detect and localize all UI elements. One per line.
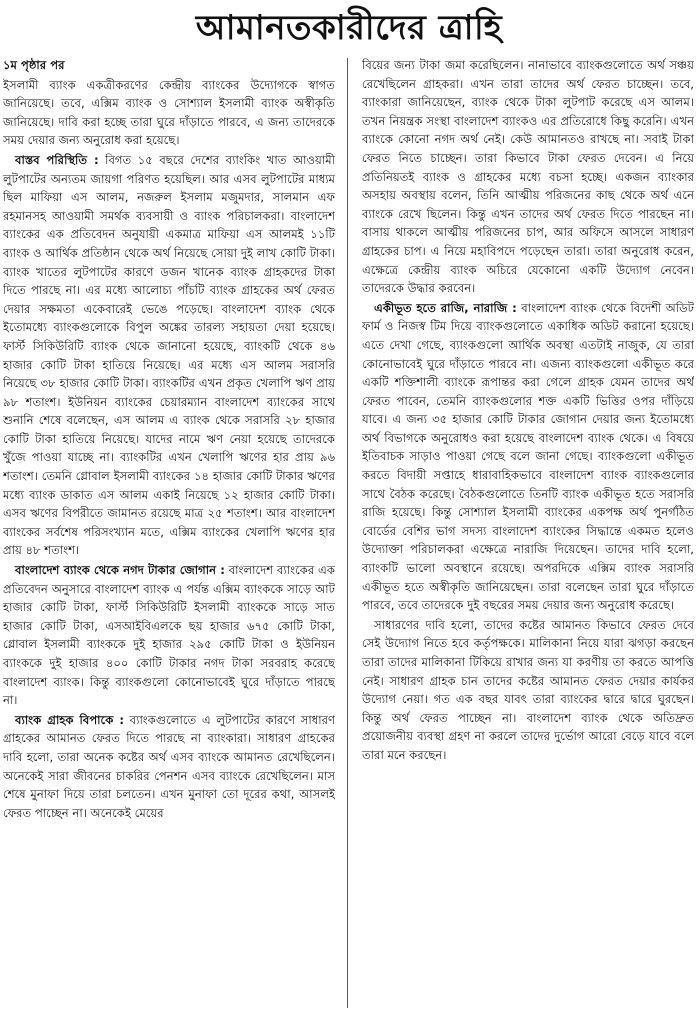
paragraph [3, 561, 335, 710]
paragraph [362, 299, 694, 615]
paragraph-text: সাধারণের দাবি হলো, তাদের কষ্টের আমানত কিভাবে ফেরত দেবে সেই উদ্যোগ নিতে হবে কর্তৃপক্ষকে। মালিকানা নিয়ে যারা ঝগড়া করছেন তারা তাদের মালিকানা টিকিয়ে রাখার জন্য যা করণীয় তা করতে আপত্তি নেই। সাধারণ গ্রাহক চান তাদের কষ্টের আমানত ফেরত দেয়ার কার্যকর উদ্যোগ নেয়া। গত এক বছর যাবৎ তারা ব্যাংকের দ্বারে দ্বারে ঘুরছেন। কিন্তু অর্থ ফেরত পাচ্ছেন না। বাংলাদেশ ব্যাংক থেকে অতিদ্রুত প্রয়োজনীয় ব্যবস্থা গ্রহণ না করলে তাদের দুর্ভোগ আরো বেড়ে যাবে বলে তারা মনে করছেন। [362, 617, 694, 762]
paragraph [3, 151, 335, 560]
subheading: বাস্তব পরিস্থিতি : [15, 152, 99, 167]
paragraph [3, 711, 335, 823]
page-reference [3, 56, 335, 75]
paragraph-text: ইসলামী ব্যাংক একত্রীকরণের কেন্দ্রীয় ব্যাংকের উদ্যোগকে স্বাগত জানিয়েছে। তবে, এক্সিম ব্যাংক ও সোশ্যাল ইসলামী ব্যাংক অস্বীকৃতি জানিয়েছে। দাবি করা হচ্ছে তারা ঘুরে দাঁড়াতে পারবে, এ জন্য তাদেরকে সময় দেয়ার জন্য অনুরোধ করা হয়েছে। [3, 77, 335, 148]
headline: আমানতকারীদের ত্রাহি [195, 8, 503, 48]
paragraph-text: বিগত ১৫ বছরে দেশের ব্যাংকিং খাত আওয়ামী লুটপাটের অন্যতম জায়গা পরিণত হয়েছিল। আর এসব লুটপাটের মাধ্যম ছিল মাফিয়া এস আলম, নজরুল ইসলাম মজুমদার, সালমান এফ রহমানসহ আওয়ামী সমর্থক ব্যবসায়ী ও ব্যাংক পরিচালকরা। বাংলাদেশ ব্যাংকের এক প্রতিবেদন অনুযায়ী একমাত্র মাফিয়া এস আলমই ১১টি ব্যাংক ও আর্থিক প্রতিষ্ঠান থেকে অর্থ নিয়েছে সোয়া দুই লাখ কোটি টাকা। ব্যাংক খাতের লুটপাটের কারণে ডজন খানেক ব্যাংক গ্রাহকদের টাকা দিতে পারছে না। এর মধ্যে আলোচ্য পাঁচটি ব্যাংক গ্রাহকের অর্থ ফেরত দেয়ার সক্ষমতা একেবারেই ভেঙে পড়েছে। বাংলাদেশ ব্যাংক থেকে ইতোমধ্যে ব্যাংকগুলোকে বিপুল অঙ্কের তারল্য সহায়তা দেয়া হয়েছে। ফার্স্ট সিকিউরিটি ব্যাংক থেকে জানানো হয়েছে, ব্যাংকটি থেকে ৪৬ হাজার কোটি টাকা হাতিয়ে নিয়েছে। এর মধ্যে এস আলম সরাসরি নিয়েছে ৩৮ হাজার কোটি টাকা। ব্যাংকটির এখন প্রকৃত খেলাপি ঋণ প্রায় ৯৮ শতাংশ। ইউনিয়ন ব্যাংকের চেয়ারম্যান বাংলাদেশ ব্যাংকের সাথে শুনানি শেষে বলেছেন, এস আলম এ ব্যাংক থেকে সরাসরি ২৮ হাজার কোটি টাকা হাতিয়ে নিয়েছে। যাদের নামে ঋণ নেয়া হয়েছে তাদেরকে খুঁজে পাওয়া যাচ্ছে না। ব্যাংকটির এখন খেলাপি ঋণের হার প্রায় ৯৬ শতাংশ। তেমনি গ্লোবাল ইসলামী ব্যাংকের ১৪ হাজার কোটি টাকার ঋণের মধ্যে ব্যাংক ডাকাত এস আলম একাই নিয়েছে ১২ হাজার কোটি টাকা। এসব ঋণের বিপরীতে জামানত রয়েছে মাত্র ২৫ শতাংশ। আর বাংলাদেশ ব্যাংকের সর্বশেষ পরিসংখ্যান মতে, এক্সিম ব্যাংকের খেলাপি ঋণের হার প্রায় ৪৮ শতাংশ। [3, 152, 335, 558]
paragraph-text: বাংলাদেশ ব্যাংক থেকে বিদেশী অডিট ফার্ম ও নিজস্ব টিম দিয়ে ব্যাংকগুলোতে একাধিক অডিট করানো হয়েছে। এতে দেখা গেছে, ব্যাংকগুলো আর্থিক অবস্থা এতটাই নাজুক, যে তারা কোনোভাবেই ঘুরে দাঁড়াতে পারবে না। এজন্য ব্যাংকগুলো একীভূত করে একটি শক্তিশালী ব্যাংকে রূপান্তর করা গেলে গ্রাহক যেমন তাদের অর্থ ফেরত পাবেন, তেমনি ব্যাংকগুলোর শক্ত একটি ভিত্তির ওপর দাঁড়িয়ে যাবে। এ জন্য ৩৫ হাজার কোটি টাকার জোগান দেয়ার জন্য ইতোমধ্যে অর্থ বিভাগকে অনুরোধও করা হয়েছে বাংলাদেশ ব্যাংক থেকে। এ বিষয়ে ইতিবাচক সাড়াও পাওয়া গেছে বলে জানা গেছে। ব্যাংকগুলো একীভূত করতে বিদায়ী সপ্তাহে ধারাবাহিকভাবে বাংলাদেশ ব্যাংক ব্যাংকগুলোর সাথে বৈঠক করেছে। বৈঠকগুলোতে তিনটি ব্যাংক একীভূত হতে সরাসরি রাজি হয়েছে। কিন্তু সোশ্যাল ইসলামী ব্যাংকের একপক্ষ অর্থ পুনর্গঠিত বোর্ডের বেশির ভাগ সদস্য বাংলাদেশ ব্যাংকের সিদ্ধান্তে একমত হলেও উদ্যোক্তা পরিচালকরা এক্ষেত্রে নারাজি দিয়েছেন। তাদের দাবি হলো, ব্যাংকটি ভালো অবস্থানে রয়েছে। অপরদিকে এক্সিম ব্যাংক সরাসরি একীভূত হতে অস্বীকৃতি জানিয়েছেন। তারা বলেছেন তারা ঘুরে দাঁড়াতে পারবে, তবে তাদেরকে দুই বছরের সময় দেয়ার জন্য অনুরোধ করেছে। [362, 300, 694, 613]
subheading: ব্যাংক গ্রাহক বিপাকে : [15, 712, 124, 727]
paragraph [3, 76, 335, 150]
column-divider [347, 58, 348, 1008]
paragraph-text: বিয়ের জন্য টাকা জমা করেছিলেন। নানাভাবে ব্যাংকগুলোতে অর্থ সঞ্চয় রেখেছিলেন গ্রাহকরা। এখন তারা তাদের অর্থ ফেরত চাচ্ছেন। তবে, ব্যাংকারা জানিয়েছেন, ব্যাংক থেকে টাকা লুটপাট করেছে এস আলম। তখন নিয়ন্ত্রক সংস্থা বাংলাদেশ ব্যাংকও এর প্রতিরোধে কিছু করেনি। এখন ব্যাংকে কোনো নগদ অর্থ নেই। কেউ আমানতও রাখছে না। সবাই টাকা ফেরত নিতে চাচ্ছেন। তারা কিভাবে টাকা ফেরত দেবেন। এ নিয়ে প্রতিনিয়তই ব্যাংক ও গ্রাহকের মধ্যে বচসা হচ্ছে। একজন ব্যাংকার অসহায় অবস্থায় বলেন, তিনি আত্মীয় পরিজনের কাছ থেকে অর্থ এনে ব্যাংকে রেখে ছিলেন। কিন্তু এখন তাদের অর্থ ফেরত দিতে পারছেন না। বাসায় থাকলে আত্মীয় পরিজনের চাপ, আর অফিসে আসলে সাধারণ গ্রাহকের চাপ। এ নিয়ে মহাবিপদে পড়েছেন তারা। তারা অনুরোধ করেন, এক্ষেত্রে কেন্দ্রীয় ব্যাংক অচিরে যেকোনো একটি উদ্যোগ নেবেন। তাদেরকে উদ্ধার করবেন। [362, 58, 694, 296]
subheading: একীভূত হতে রাজি, নারাজি : [374, 300, 517, 315]
paragraph-text: বাংলাদেশ ব্যাংকের এক প্রতিবেদন অনুসারে বাংলাদেশ ব্যাংক এ পর্যন্ত এক্সিম ব্যাংককে সাড়ে আট হাজার কোটি টাকা, ফার্স্ট সিকিউরিটি ইসলামী ব্যাংককে সাড়ে সাত হাজার কোটি টাকা, এসআইবিএলকে ছয় হাজার ৬৭৫ কোটি টাকা, গ্লোবাল ইসলামী ব্যাংককে দুই হাজার ২৯৫ কোটি টাকা ও ইউনিয়ন ব্যাংককে দুই হাজার ৪০০ কোটি টাকার নগদ টাকা সরবরাহ করেছে বাংলাদেশ ব্যাংক। কিন্তু ব্যাংকগুলো কোনোভাবেই ঘুরে দাঁড়াতে পারছে না। [3, 563, 335, 708]
paragraph [362, 56, 694, 298]
left-column [3, 56, 335, 1011]
right-column [362, 56, 694, 1011]
paragraph-lead: ১ম পৃষ্ঠার পর [3, 58, 65, 72]
subheading: বাংলাদেশ ব্যাংক থেকে নগদ টাকার জোগান : [15, 563, 225, 578]
paragraph [362, 616, 694, 765]
paragraph-text: ব্যাংকগুলোতে এ লুটপাটের কারণে সাধারণ গ্রাহকের আমানত ফেরত দিতে পারছে না ব্যাংকারা। সাধারণ গ্রাহকের দাবি হলো, তারা অনেক কষ্টের অর্থ এসব ব্যাংকে আমানত রেখেছিলেন। অনেকেই সারা জীবনের চাকরির পেনশন এসব ব্যাংকে রেখেছিলেন। মাস শেষে মুনাফা দিয়ে তারা চলতেন। এখন মুনাফা তো দূরের কথা, আসলই ফেরত পাচ্ছেন না। অনেকেই মেয়ের [3, 712, 335, 820]
